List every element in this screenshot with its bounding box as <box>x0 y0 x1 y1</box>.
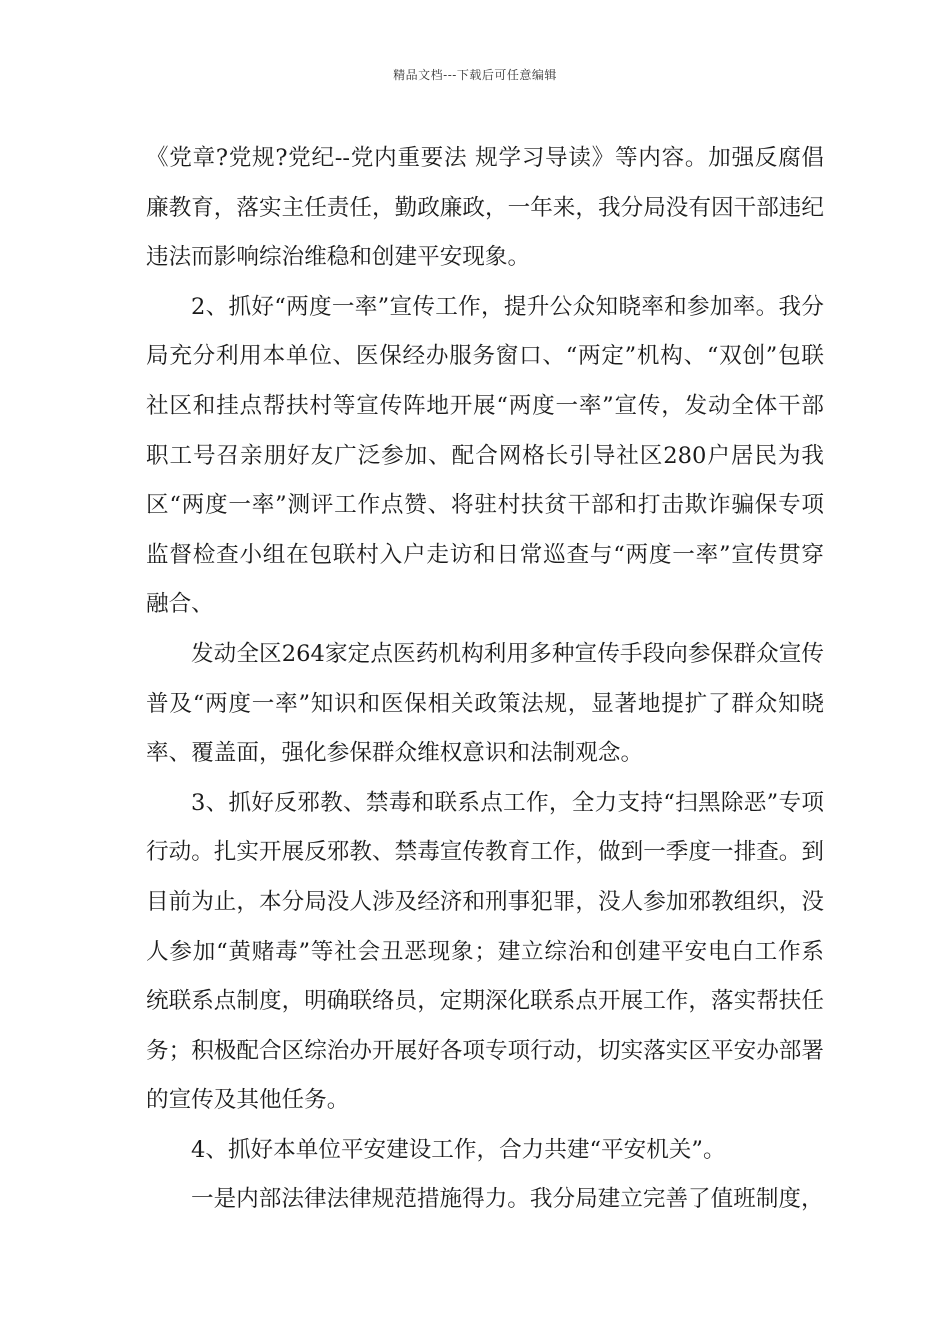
document-body <box>146 134 824 1225</box>
paragraph-continuation: 《党章?党规?党纪--党内重要法 规学习导读》等内容。加强反腐倡廉教育，落实主任责任，勤政廉政，一年来，我分局没有因干部违纪违法而影响综治维稳和创建平安现象。 <box>146 145 824 271</box>
page-header: 精品文档---下载后可任意编辑 <box>393 68 557 82</box>
paragraph-item-2-continued: 发动全区264家定点医药机构利用多种宣传手段向参保群众宣传普及“两度一率”知识和医保相关政策法规，显著地提扩了群众知晓率、覆盖面，强化参保群众维权意识和法制观念。 <box>146 640 824 767</box>
paragraph-item-2: 2、抓好“两度一率”宣传工作，提升公众知晓率和参加率。我分局充分利用本单位、医保经办服务窗口、“两定”机构、“双创”包联社区和挂点帮扶村等宣传阵地开展“两度一率”宣传，发动全体干部职工号召亲朋好友广泛参加、配合网格长引导社区280户居民为我区“两度一率”测评工作点赞、将驻村扶贫干部和打击欺诈骗保专项监督检查小组在包联村入户走访和日常巡查与“两度一率”宣传贯穿融合、 <box>146 293 824 618</box>
paragraph-item-3: 3、抓好反邪教、禁毒和联系点工作，全力支持“扫黑除恶”专项行动。扎实开展反邪教、禁毒宣传教育工作，做到一季度一排查。到目前为止，本分局没人涉及经济和刑事犯罪，没人参加邪教组织，没人参加“黄赌毒”等社会丑恶现象；建立综治和创建平安电白工作系统联系点制度，明确联络员，定期深化联系点开展工作，落实帮扶任务；积极配合区综治办开展好各项专项行动，切实落实区平安办部署的宣传及其他任务。 <box>146 789 824 1114</box>
paragraph-item-4: 4、抓好本单位平安建设工作，合力共建“平安机关”。 <box>191 1136 726 1163</box>
paragraph-item-4-point-1: 一是内部法律法律规范措施得力。我分局建立完善了值班制度， <box>191 1186 824 1213</box>
